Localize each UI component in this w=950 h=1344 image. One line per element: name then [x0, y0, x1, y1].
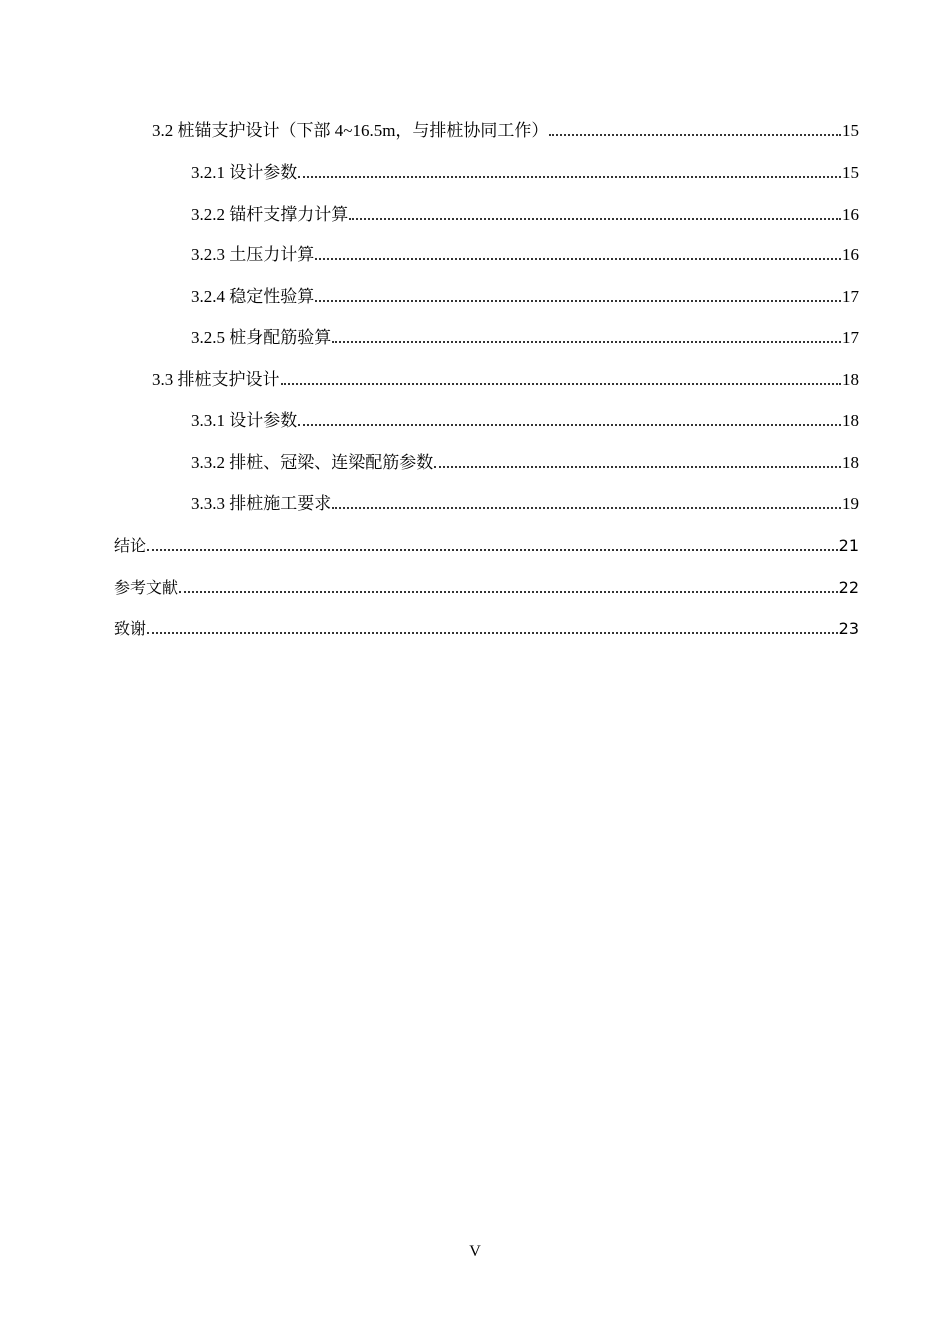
dot-leader — [549, 134, 841, 136]
dot-leader — [332, 341, 841, 343]
toc-entry-3-3[interactable] — [152, 367, 859, 391]
toc-entry-3-3-3[interactable] — [191, 491, 859, 515]
dot-leader — [315, 300, 841, 302]
toc-entry-title: 3.3.1 设计参数 — [191, 411, 298, 430]
dot-leader — [147, 549, 838, 551]
toc-entry-3-2-2[interactable] — [191, 202, 859, 226]
toc-entry-3-2-5[interactable] — [191, 325, 859, 349]
toc-entry-title: 3.2.4 稳定性验算 — [191, 287, 315, 306]
dot-leader — [179, 591, 838, 593]
toc-entry-3-3-1[interactable] — [191, 408, 859, 432]
dot-leader — [281, 383, 842, 385]
toc-entry-page: 23 — [838, 619, 859, 638]
toc-entry-3-2-3[interactable] — [191, 242, 859, 266]
toc-entry-page: 17 — [842, 287, 859, 306]
toc-entry-acknowledgements[interactable] — [114, 616, 859, 640]
dot-leader — [298, 424, 841, 426]
toc-entry-page: 18 — [842, 370, 859, 389]
toc-entry-title: 3.3.3 排桩施工要求 — [191, 494, 332, 513]
dot-leader — [434, 466, 841, 468]
toc-entry-title: 3.2 桩锚支护设计（下部 4~16.5m，与排桩协同工作） — [152, 121, 549, 140]
toc-entry-page: 18 — [842, 453, 859, 472]
toc-entry-page: 16 — [842, 245, 859, 264]
dot-leader — [349, 218, 841, 220]
toc-entry-title: 3.2.1 设计参数 — [191, 163, 298, 182]
toc-entry-3-3-2[interactable] — [191, 450, 859, 474]
toc-entry-title: 参考文献 — [114, 578, 179, 597]
toc-entry-3-2-1[interactable] — [191, 160, 859, 184]
toc-entry-page: 17 — [842, 328, 859, 347]
toc-entry-title: 3.3 排桩支护设计 — [152, 370, 280, 389]
toc-entry-page: 15 — [842, 163, 859, 182]
toc-entry-page: 16 — [842, 205, 859, 224]
toc-entry-page: 19 — [842, 494, 859, 513]
toc-entry-title: 致谢 — [114, 619, 147, 638]
toc-entry-page: 22 — [838, 578, 859, 597]
toc-entry-references[interactable] — [114, 575, 859, 599]
toc-entry-title: 3.2.3 土压力计算 — [191, 245, 315, 264]
dot-leader — [147, 632, 838, 634]
toc-entry-title: 3.2.2 锚杆支撑力计算 — [191, 205, 349, 224]
toc-entry-3-2[interactable] — [152, 118, 859, 142]
toc-entry-title: 结论 — [114, 536, 147, 555]
toc-entry-conclusion[interactable] — [114, 533, 859, 557]
page-footer-number: V — [469, 1243, 481, 1260]
toc-entry-title: 3.2.5 桩身配筋验算 — [191, 328, 332, 347]
toc-entry-page: 18 — [842, 411, 859, 430]
dot-leader — [315, 258, 841, 260]
toc-entry-3-2-4[interactable] — [191, 284, 859, 308]
dot-leader — [332, 507, 841, 509]
toc-entry-title: 3.3.2 排桩、冠梁、连梁配筋参数 — [191, 453, 434, 472]
toc-entry-page: 15 — [842, 121, 859, 140]
toc-entry-page: 21 — [838, 536, 859, 555]
dot-leader — [298, 176, 841, 178]
